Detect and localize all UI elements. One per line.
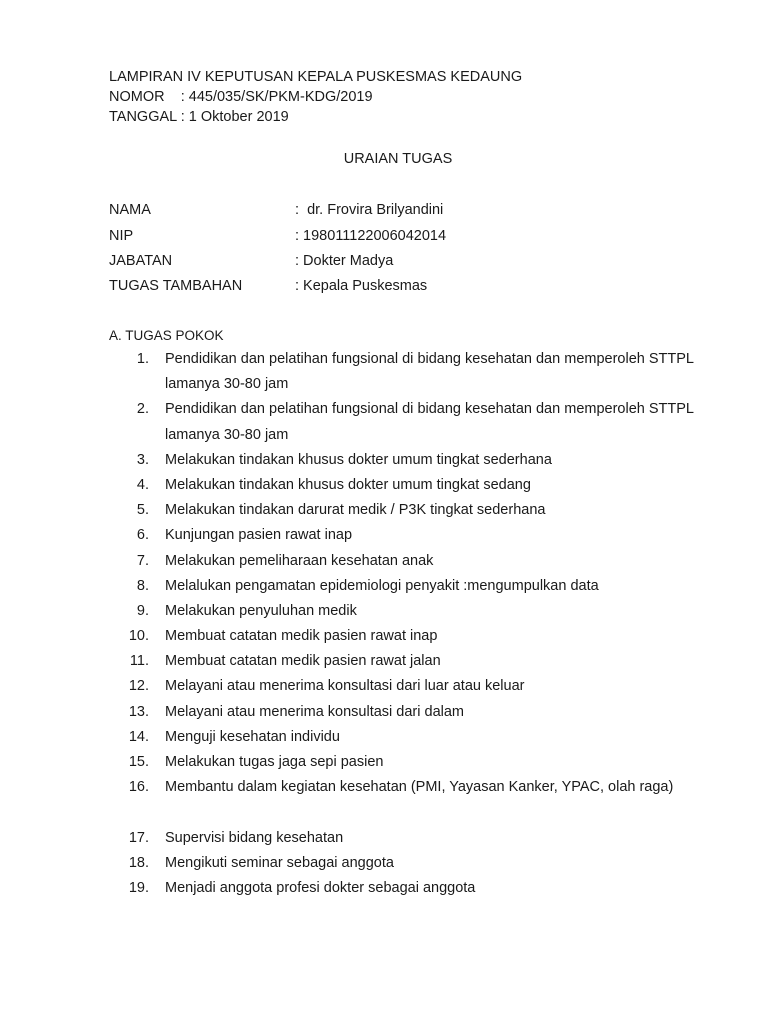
info-row-additional-task	[109, 276, 709, 296]
list-item	[0, 700, 768, 725]
list-item-text: Melayani atau menerima konsultasi dari luar atau keluar	[165, 678, 525, 695]
list-item-number: 15.	[128, 754, 149, 771]
info-label: TUGAS TAMBAHAN	[109, 278, 243, 294]
list-item-text: Menguji kesehatan individu	[165, 728, 340, 745]
list-item-number: 8.	[136, 577, 149, 594]
list-item-text: Pendidikan dan pelatihan fungsional di bidang kesehatan dan memperoleh STTPL lamanya 30-80 jam	[165, 351, 694, 393]
info-row-position	[109, 251, 709, 271]
info-label: NIP	[109, 228, 134, 244]
list-item-text: Melakukan tugas jaga sepi pasien	[165, 754, 384, 771]
list-item	[0, 775, 768, 825]
list-item	[0, 448, 768, 473]
list-item	[0, 347, 768, 397]
list-item-number: 13.	[128, 703, 149, 720]
info-value: : Dokter Madya	[295, 253, 394, 269]
list-item-number: 16.	[128, 779, 149, 796]
list-item-number: 14.	[128, 728, 149, 745]
list-item-text: Melakukan tindakan khusus dokter umum tingkat sederhana	[165, 451, 552, 468]
list-item-text: Melalukan pengamatan epidemiologi penyakit :mengumpulkan data	[165, 577, 599, 594]
list-item	[0, 725, 768, 750]
info-label: JABATAN	[109, 253, 173, 269]
list-item	[0, 599, 768, 624]
header-number-line: NOMOR : 445/035/SK/PKM-KDG/2019	[109, 89, 373, 105]
list-item-text: Melakukan pemeliharaan kesehatan anak	[165, 552, 434, 569]
info-row-nip	[109, 226, 709, 246]
list-item	[0, 826, 768, 851]
list-item-text: Menjadi anggota profesi dokter sebagai anggota	[165, 879, 476, 896]
list-item	[0, 549, 768, 574]
list-item-number: 18.	[128, 854, 149, 871]
list-item-number: 1.	[136, 351, 149, 367]
list-item-number: 4.	[136, 476, 149, 493]
task-list	[0, 347, 768, 901]
list-item-text: Melakukan tindakan khusus dokter umum tingkat sedang	[165, 476, 531, 493]
info-row-name	[109, 200, 709, 220]
list-item	[0, 397, 768, 447]
list-item	[0, 674, 768, 699]
info-label: NAMA	[109, 202, 151, 218]
list-item	[0, 876, 768, 901]
list-item	[0, 851, 768, 876]
list-item-number: 7.	[136, 552, 149, 569]
list-item	[0, 624, 768, 649]
list-item-number: 2.	[136, 401, 149, 418]
list-item-number: 12.	[128, 678, 149, 695]
list-item-text: Membuat catatan medik pasien rawat inap	[165, 628, 438, 645]
list-item-number: 3.	[136, 451, 149, 468]
info-value: : dr. Frovira Brilyandini	[295, 202, 444, 218]
list-item	[0, 473, 768, 498]
list-item	[0, 498, 768, 523]
info-value: : 198011122006042014	[295, 228, 447, 244]
list-item	[0, 574, 768, 599]
list-item-text: Melayani atau menerima konsultasi dari dalam	[165, 703, 465, 720]
list-item-number: 19.	[128, 879, 149, 896]
list-item-text: Supervisi bidang kesehatan	[165, 829, 344, 846]
list-item	[0, 750, 768, 775]
list-item	[0, 649, 768, 674]
list-item-number: 10.	[128, 628, 149, 645]
list-item-text: Membuat catatan medik pasien rawat jalan	[165, 653, 441, 670]
section-heading: A. TUGAS POKOK	[109, 328, 224, 343]
document-title: URAIAN TUGAS	[343, 151, 453, 167]
list-item-text: Membantu dalam kegiatan kesehatan (PMI, Yayasan Kanker, YPAC, olah raga)	[165, 779, 674, 796]
list-item	[0, 523, 768, 548]
list-item-number: 9.	[136, 602, 149, 619]
info-value: : Kepala Puskesmas	[295, 278, 428, 294]
list-item-number: 5.	[136, 502, 149, 519]
list-item-text: Melakukan penyuluhan medik	[165, 602, 357, 619]
list-item-number: 11.	[129, 653, 149, 670]
list-item-number: 6.	[136, 527, 149, 544]
header-date-line: TANGGAL : 1 Oktober 2019	[109, 109, 289, 125]
list-item-number: 17.	[128, 829, 149, 846]
list-item-text: Kunjungan pasien rawat inap	[165, 527, 353, 544]
list-item-text: Melakukan tindakan darurat medik / P3K tingkat sederhana	[165, 502, 546, 519]
header-attachment-line: LAMPIRAN IV KEPUTUSAN KEPALA PUSKESMAS KEDAUNG	[109, 69, 523, 85]
list-item-text: Pendidikan dan pelatihan fungsional di bidang kesehatan dan memperoleh STTPL lamanya 30-80 jam	[165, 401, 694, 443]
list-item-text: Mengikuti seminar sebagai anggota	[165, 854, 394, 871]
